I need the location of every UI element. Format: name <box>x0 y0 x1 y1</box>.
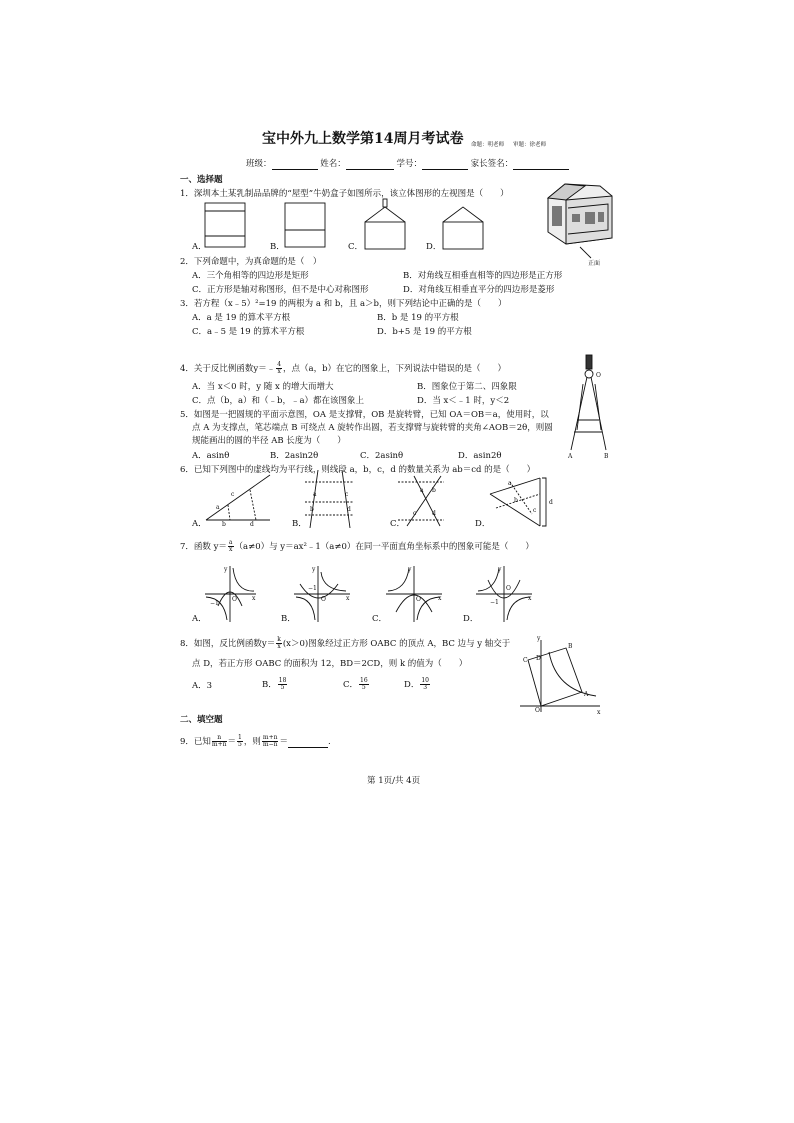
svg-text:O: O <box>232 596 237 603</box>
q5-line1: 5．如图是一把圆规的平面示意图，OA 是支撑臂，OB 是旋转臂，已知 OA＝OB＝a，使用时，以 <box>180 410 549 420</box>
q4-frac-num: 4 <box>277 361 282 368</box>
svg-text:a: a <box>216 504 220 511</box>
q7-stem-post: （a≠0）与 y＝ax²﹣1（a≠0）在同一平面直角坐标系中的图象可能是（ ） <box>234 542 534 552</box>
svg-text:C: C <box>523 657 528 664</box>
svg-text:c: c <box>413 510 417 517</box>
svg-text:d: d <box>250 521 254 528</box>
q9-frac1 <box>212 735 227 748</box>
q9-stem <box>180 735 331 748</box>
q9-pre: 9．已知 <box>180 737 211 747</box>
q9-eq: ＝ <box>279 737 288 747</box>
q5-line2: 点 A 为支撑点，笔芯端点 B 可绕点 A 旋转作出圆，若支撑臂与旋转臂的夹角∠AOB＝2θ，则圆 <box>192 423 553 433</box>
q2-option-b: B．对角线互相垂直相等的四边形是正方形 <box>403 271 563 281</box>
svg-text:d: d <box>347 506 351 513</box>
q1-option-a: A． <box>192 242 207 252</box>
svg-text:y: y <box>537 635 541 642</box>
svg-text:a: a <box>313 491 317 498</box>
page-footer: 第 1页/共 4页 <box>367 776 421 786</box>
q6-stem: 6．已知下列图中的虚线均为平行线，则线段 a，b，c，d 的数量关系为 ab＝cd 的是（ ） <box>180 465 536 475</box>
q2-option-c: C．正方形是轴对称图形，但不是中心对称图形 <box>192 285 369 295</box>
name-label: 姓名： <box>320 159 346 169</box>
q9-f3-num: m+n <box>262 734 278 741</box>
q8-c-den: 5 <box>361 684 366 691</box>
number-label: 学号： <box>396 159 422 169</box>
svg-text:−1: −1 <box>308 585 317 592</box>
svg-text:a: a <box>420 487 424 494</box>
svg-text:A: A <box>584 691 589 698</box>
svg-text:b: b <box>222 521 226 528</box>
svg-text:−1: −1 <box>210 600 219 607</box>
q8-frac-num: k <box>277 636 281 643</box>
q4-option-a: A．当 x＜0 时，y 随 x 的增大而增大 <box>192 382 334 392</box>
svg-text:b: b <box>310 506 314 513</box>
q2-option-a: A．三个角相等的四边形是矩形 <box>192 271 309 281</box>
svg-text:x: x <box>252 595 256 602</box>
q9-frac2 <box>237 735 243 748</box>
q3-option-d: D．b+5 是 19 的平方根 <box>377 327 472 337</box>
q1-option-d: D． <box>426 242 442 252</box>
q4-option-d: D．当 x＜﹣1 时，y＜2 <box>417 396 510 406</box>
q7-option-a: A． <box>192 614 207 624</box>
q4-stem-pre: 4．关于反比例函数y＝﹣ <box>180 364 276 374</box>
q7-option-b: B． <box>281 614 296 624</box>
q6-option-a: A． <box>192 519 207 529</box>
q9-mid: ＝ <box>227 737 237 747</box>
q9-f2-den: 5 <box>238 741 242 748</box>
q1-option-c: C． <box>348 242 364 252</box>
q9-f1-num: n <box>212 735 227 742</box>
svg-text:d: d <box>432 510 436 517</box>
q8-d-den: 3 <box>423 684 428 691</box>
q8-option-c-label: C． <box>343 680 359 690</box>
q4-stem-post: ，点（a，b）在它的图象上，下列说法中错误的是（ ） <box>283 364 507 374</box>
q8-b-den: 5 <box>280 684 285 691</box>
svg-text:c: c <box>231 491 235 498</box>
svg-text:y: y <box>312 566 316 573</box>
q6-option-b: B． <box>292 519 307 529</box>
q8-line2: 点 D，若正方形 OABC 的面积为 12，BD＝2CD，则 k 的值为（ ） <box>192 659 468 669</box>
compass-label-a: A <box>568 453 573 460</box>
svg-text:x: x <box>346 595 350 602</box>
q4-option-b: B．图象位于第二、四象限 <box>417 382 517 392</box>
q3-option-b: B．b 是 19 的平方根 <box>377 313 459 323</box>
svg-text:O: O <box>535 707 540 714</box>
q9-answer-blank[interactable] <box>288 738 328 748</box>
q8-option-a: A．3 <box>192 681 213 691</box>
setter-label: 命题：明老师 <box>471 142 505 148</box>
q4-option-c: C．点（b，a）和（﹣b，﹣a）都在该图象上 <box>192 396 365 406</box>
svg-text:a: a <box>508 480 512 487</box>
q9-f3-den: m−n <box>262 741 278 748</box>
section-choice-title: 一、选择题 <box>180 175 223 185</box>
svg-text:O: O <box>321 596 326 603</box>
exam-title: 宝中外九上数学第14周月考试卷 <box>262 131 464 147</box>
q7-option-c: C． <box>372 614 388 624</box>
svg-text:y: y <box>408 566 412 573</box>
q7-frac-den: x <box>229 546 233 553</box>
q9-f1-den: m+n <box>211 741 227 748</box>
svg-text:c: c <box>345 491 349 498</box>
q8-frac-den: x <box>277 643 281 650</box>
compass-label-o: O <box>596 372 601 379</box>
svg-text:B: B <box>568 643 573 650</box>
q9-end: . <box>327 737 331 747</box>
q8-b-num: 18 <box>278 677 287 684</box>
q5-line3: 规能画出的圆的半径 AB 长度为（ ） <box>192 436 346 446</box>
front-label: 正面 <box>588 260 601 267</box>
q3-option-a: A．a 是 19 的算术平方根 <box>192 313 291 323</box>
q7-frac-num: a <box>228 539 233 546</box>
svg-text:b: b <box>432 487 436 494</box>
q7-stem-pre: 7．函数 y＝ <box>180 542 227 552</box>
q8-c-num: 16 <box>360 677 368 684</box>
q5-option-b: B．2asin2θ <box>270 451 319 461</box>
svg-text:c: c <box>533 507 537 514</box>
svg-text:b: b <box>514 497 518 504</box>
svg-text:x: x <box>438 595 442 602</box>
reviewer-label: 审题：徐老师 <box>513 142 547 148</box>
q9-f2-num: 1 <box>238 734 242 741</box>
class-label: 班级： <box>246 159 272 169</box>
compass-label-b: B <box>604 453 609 460</box>
q8-stem-pre: 8．如图，反比例函数y＝ <box>180 639 276 649</box>
q1-stem: 1．深圳本土某乳制品品牌的“屋型”牛奶盒子如图所示，该立体图形的左视图是（ ） <box>180 189 509 199</box>
q4-frac-den: x <box>277 368 281 375</box>
svg-text:y: y <box>224 566 228 573</box>
q2-option-d: D．对角线互相垂直平分的四边形是菱形 <box>403 285 555 295</box>
parent-sign-label: 家长签名： <box>470 159 514 169</box>
q6-option-c: C． <box>390 519 406 529</box>
svg-text:d: d <box>549 499 553 506</box>
q3-stem: 3．若方程（x﹣5）²=19 的两根为 a 和 b，且 a＞b，则下列结论中正确的是（ ） <box>180 299 507 309</box>
svg-text:x: x <box>597 709 601 716</box>
q8-d-num: 10 <box>421 677 429 684</box>
svg-text:O: O <box>416 596 421 603</box>
q5-option-d: D．asin2θ <box>458 451 502 461</box>
q9-frac3 <box>262 735 279 748</box>
q5-option-a: A．asinθ <box>192 451 230 461</box>
svg-text:y: y <box>498 566 502 573</box>
q1-option-b: B． <box>270 242 285 252</box>
svg-text:D: D <box>536 655 541 662</box>
svg-text:O: O <box>506 585 511 592</box>
q7-option-d: D． <box>463 614 479 624</box>
svg-text:x: x <box>528 595 532 602</box>
q8-option-d-label: D． <box>404 680 420 690</box>
q6-option-d: D． <box>475 519 491 529</box>
q8-stem-post: (x＞0)图象经过正方形 OABC 的顶点 A，BC 边与 y 轴交于 <box>282 639 511 649</box>
svg-text:−1: −1 <box>490 599 499 606</box>
q3-option-c: C．a﹣5 是 19 的算术平方根 <box>192 327 305 337</box>
q5-option-c: C．2asinθ <box>360 451 404 461</box>
section-fill-title: 二、填空题 <box>180 715 223 725</box>
q9-then: ，则 <box>243 737 261 747</box>
q8-option-b-label: B． <box>262 680 277 690</box>
q2-stem: 2．下列命题中，为真命题的是（ ） <box>180 257 322 267</box>
